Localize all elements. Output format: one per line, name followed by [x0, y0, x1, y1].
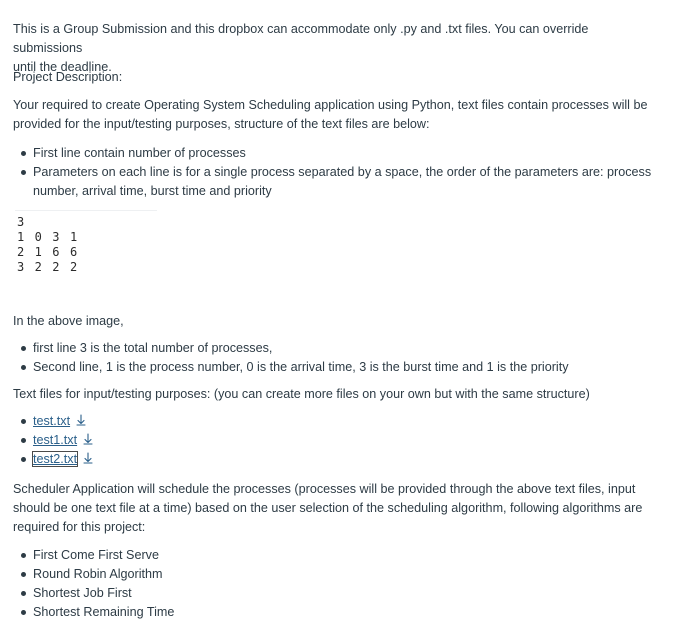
- file-link-test2-txt[interactable]: test2.txt: [33, 452, 78, 466]
- code-line: 2 1 6 6: [17, 245, 79, 259]
- structure-list: [13, 144, 653, 201]
- code-line: 3: [17, 215, 26, 229]
- list-item-text: Round Robin Algorithm: [33, 567, 163, 581]
- file-link-test-txt[interactable]: test.txt: [33, 414, 71, 428]
- download-icon[interactable]: [75, 414, 87, 426]
- intro-line-1: This is a Group Submission and this dropbox can accommodate only .py and .txt files. You can override submissions: [13, 22, 589, 55]
- list-item-text: First line contain number of processes: [33, 146, 246, 160]
- list-item: [13, 603, 174, 622]
- scheduler-line-1: Scheduler Application will schedule the processes (processes will be provided through the above text files, input: [13, 482, 636, 496]
- project-description-heading: Project Description:: [13, 70, 123, 84]
- scheduler-line-3: required for this project:: [13, 520, 146, 534]
- list-item: [13, 144, 653, 163]
- sample-input-image: [15, 210, 157, 287]
- list-item-text: Shortest Job First: [33, 586, 132, 600]
- code-line: 1 0 3 1: [17, 230, 79, 244]
- algorithm-list: [13, 546, 174, 622]
- list-item: [13, 546, 174, 565]
- file-link-test1-txt[interactable]: test1.txt: [33, 433, 78, 447]
- scheduler-description: [13, 480, 653, 537]
- list-item-text: first line 3 is the total number of processes,: [33, 341, 273, 355]
- list-item: [13, 450, 94, 469]
- list-item: [13, 565, 174, 584]
- list-item-text: Shortest Remaining Time: [33, 605, 175, 619]
- list-item-line-1: Parameters on each line is for a single process separated by a space, the order of the parameters are: process: [33, 165, 652, 179]
- list-item-text: First Come First Serve: [33, 548, 159, 562]
- file-list: [13, 412, 94, 469]
- list-item: [13, 358, 653, 377]
- download-icon[interactable]: [82, 433, 94, 445]
- scheduler-line-2: should be one text file at a time) based on the user selection of the scheduling algorithm, following algorithms are: [13, 501, 643, 515]
- list-item: [13, 163, 653, 201]
- above-image-heading: In the above image,: [13, 314, 124, 328]
- code-line: 3 2 2 2: [17, 260, 79, 274]
- intro-line-2: until the deadline.: [13, 60, 112, 74]
- list-item-text: Second line, 1 is the process number, 0 is the arrival time, 3 is the burst time and 1 is the priority: [33, 360, 569, 374]
- download-icon[interactable]: [82, 452, 94, 464]
- list-item: [13, 412, 94, 431]
- description-line-1: Your required to create Operating System Scheduling application using Python, text files contain processes will be: [13, 98, 648, 112]
- explanation-list: [13, 339, 653, 377]
- list-item: [13, 584, 174, 603]
- files-intro: Text files for input/testing purposes: (you can create more files on your own but with the same structure): [13, 387, 590, 401]
- list-item-line-2: number, arrival time, burst time and priority: [33, 184, 272, 198]
- description-line-2: provided for the input/testing purposes, structure of the text files are below:: [13, 117, 430, 131]
- list-item: [13, 431, 94, 450]
- description-paragraph: [13, 96, 653, 134]
- list-item: [13, 339, 653, 358]
